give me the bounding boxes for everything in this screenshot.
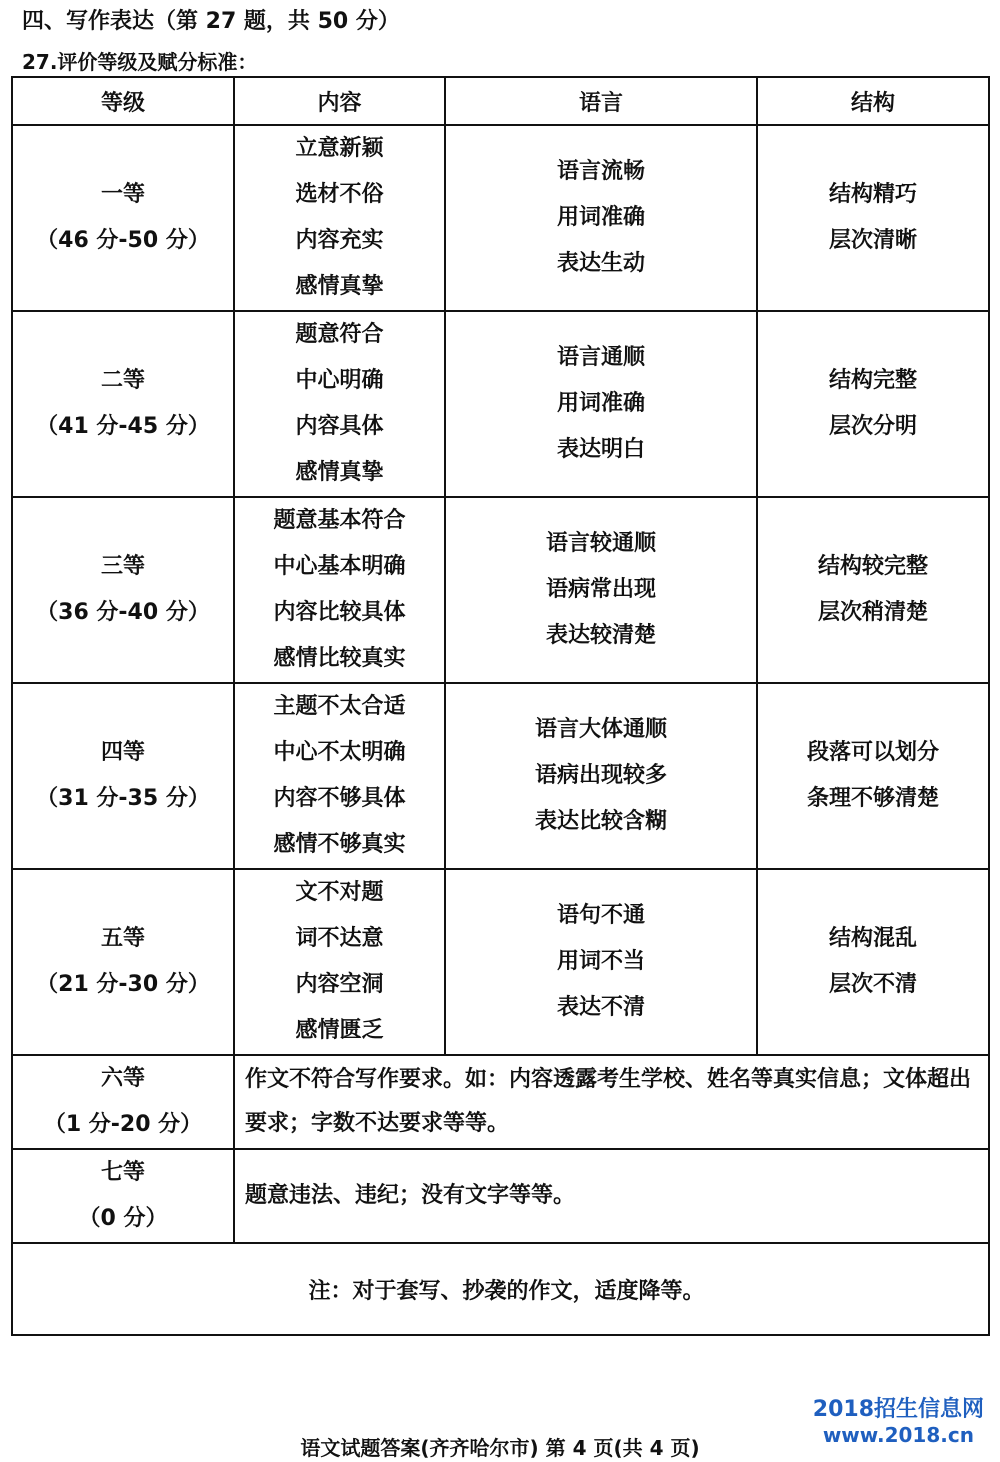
note-cell: 注：对于套写、抄袭的作文，适度降等。	[12, 1243, 989, 1335]
col-header-structure: 结构	[757, 77, 989, 125]
content-cell: 文不对题 词不达意 内容空洞 感情匮乏	[234, 869, 445, 1055]
col-header-grade: 等级	[12, 77, 234, 125]
grade-cell: 三等 （36 分-40 分）	[12, 497, 234, 683]
description-cell: 题意违法、违纪；没有文字等等。	[234, 1149, 989, 1243]
structure-cell: 结构精巧 层次清晰	[757, 125, 989, 311]
col-header-language: 语言	[445, 77, 757, 125]
structure-cell: 段落可以划分 条理不够清楚	[757, 683, 989, 869]
col-header-content: 内容	[234, 77, 445, 125]
content-cell: 题意基本符合 中心基本明确 内容比较具体 感情比较真实	[234, 497, 445, 683]
content-cell: 主题不太合适 中心不太明确 内容不够具体 感情不够真实	[234, 683, 445, 869]
grade-cell: 七等 （0 分）	[12, 1149, 234, 1243]
grade-cell: 六等 （1 分-20 分）	[12, 1055, 234, 1149]
table-row	[12, 1055, 989, 1149]
table-row	[12, 125, 989, 311]
language-cell: 语句不通 用词不当 表达不清	[445, 869, 757, 1055]
site-watermark: 2018招生信息网 www.2018.cn	[812, 1397, 984, 1447]
structure-cell: 结构完整 层次分明	[757, 311, 989, 497]
grade-cell: 四等 （31 分-35 分）	[12, 683, 234, 869]
content-cell: 题意符合 中心明确 内容具体 感情真挚	[234, 311, 445, 497]
table-row	[12, 311, 989, 497]
grading-table	[11, 76, 990, 1336]
grade-cell: 一等 （46 分-50 分）	[12, 125, 234, 311]
grade-cell: 二等 （41 分-45 分）	[12, 311, 234, 497]
table-row	[12, 1149, 989, 1243]
language-cell: 语言较通顺 语病常出现 表达较清楚	[445, 497, 757, 683]
table-row	[12, 869, 989, 1055]
language-cell: 语言通顺 用词准确 表达明白	[445, 311, 757, 497]
question-heading: 27.评价等级及赋分标准：	[22, 50, 258, 74]
language-cell: 语言流畅 用词准确 表达生动	[445, 125, 757, 311]
section-heading: 四、写作表达（第 27 题，共 50 分）	[22, 9, 400, 34]
page-footer: 语文试题答案(齐齐哈尔市) 第 4 页(共 4 页)	[300, 1436, 700, 1460]
language-cell: 语言大体通顺 语病出现较多 表达比较含糊	[445, 683, 757, 869]
grade-cell: 五等 （21 分-30 分）	[12, 869, 234, 1055]
table-header-row	[12, 77, 989, 125]
description-cell: 作文不符合写作要求。如：内容透露考生学校、姓名等真实信息；文体超出要求；字数不达要求等等。	[234, 1055, 989, 1149]
table-row	[12, 497, 989, 683]
note-row	[12, 1243, 989, 1335]
content-cell: 立意新颖 选材不俗 内容充实 感情真挚	[234, 125, 445, 311]
table-row	[12, 683, 989, 869]
structure-cell: 结构较完整 层次稍清楚	[757, 497, 989, 683]
structure-cell: 结构混乱 层次不清	[757, 869, 989, 1055]
